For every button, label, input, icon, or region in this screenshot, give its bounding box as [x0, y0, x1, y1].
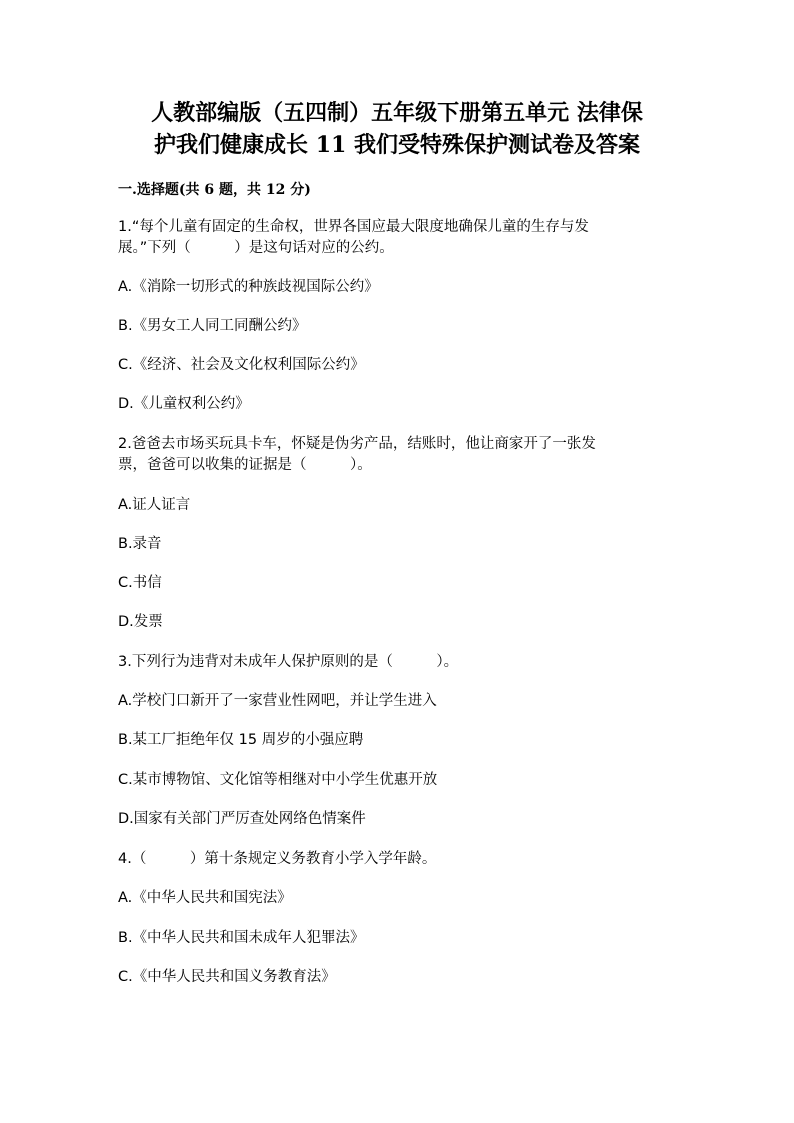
question-2-option-c: C.书信 [118, 575, 162, 591]
question-2-stem-line-2: 票，爸爸可以收集的证据是（ ）。 [118, 457, 372, 473]
question-3-option-a: A.学校门口新开了一家营业性网吧，并让学生进入 [118, 693, 437, 709]
document-title-line-2: 护我们健康成长 11 我们受特殊保护测试卷及答案 [154, 132, 640, 158]
question-3-option-b: B.某工厂拒绝年仅 15 周岁的小强应聘 [118, 732, 364, 748]
question-4-stem: 4.（ ）第十条规定义务教育小学入学年龄。 [118, 851, 437, 867]
question-1-option-b: B.《男女工人同工同酬公约》 [118, 318, 307, 334]
document-title-line-1: 人教部编版（五四制）五年级下册第五单元 法律保 [151, 100, 643, 126]
question-1-option-d: D.《儿童权利公约》 [118, 396, 250, 412]
question-2-option-a: A.证人证言 [118, 497, 191, 513]
section-heading: 一.选择题(共 6 题，共 12 分) [118, 182, 311, 198]
question-2-stem-line-1: 2.爸爸去市场买玩具卡车，怀疑是伪劣产品，结账时，他让商家开了一张发 [118, 436, 596, 452]
question-3-option-d: D.国家有关部门严厉查处网络色情案件 [118, 811, 366, 827]
question-2-option-d: D.发票 [118, 614, 163, 630]
question-2-option-b: B.录音 [118, 536, 162, 552]
question-1-stem-line-1: 1.“每个儿童有固定的生命权，世界各国应最大限度地确保儿童的生存与发 [118, 219, 589, 235]
question-1-option-c: C.《经济、社会及文化权利国际公约》 [118, 357, 365, 373]
question-4-option-b: B.《中华人民共和国未成年人犯罪法》 [118, 930, 365, 946]
question-1-option-a: A.《消除一切形式的种族歧视国际公约》 [118, 279, 379, 295]
question-1-stem-line-2: 展。”下列（ ）是这句话对应的公约。 [118, 240, 394, 256]
question-4-option-a: A.《中华人民共和国宪法》 [118, 890, 292, 906]
question-3-option-c: C.某市博物馆、文化馆等相继对中小学生优惠开放 [118, 772, 438, 788]
question-3-stem: 3.下列行为违背对未成年人保护原则的是（ ）。 [118, 654, 459, 670]
question-4-option-c: C.《中华人民共和国义务教育法》 [118, 969, 336, 985]
